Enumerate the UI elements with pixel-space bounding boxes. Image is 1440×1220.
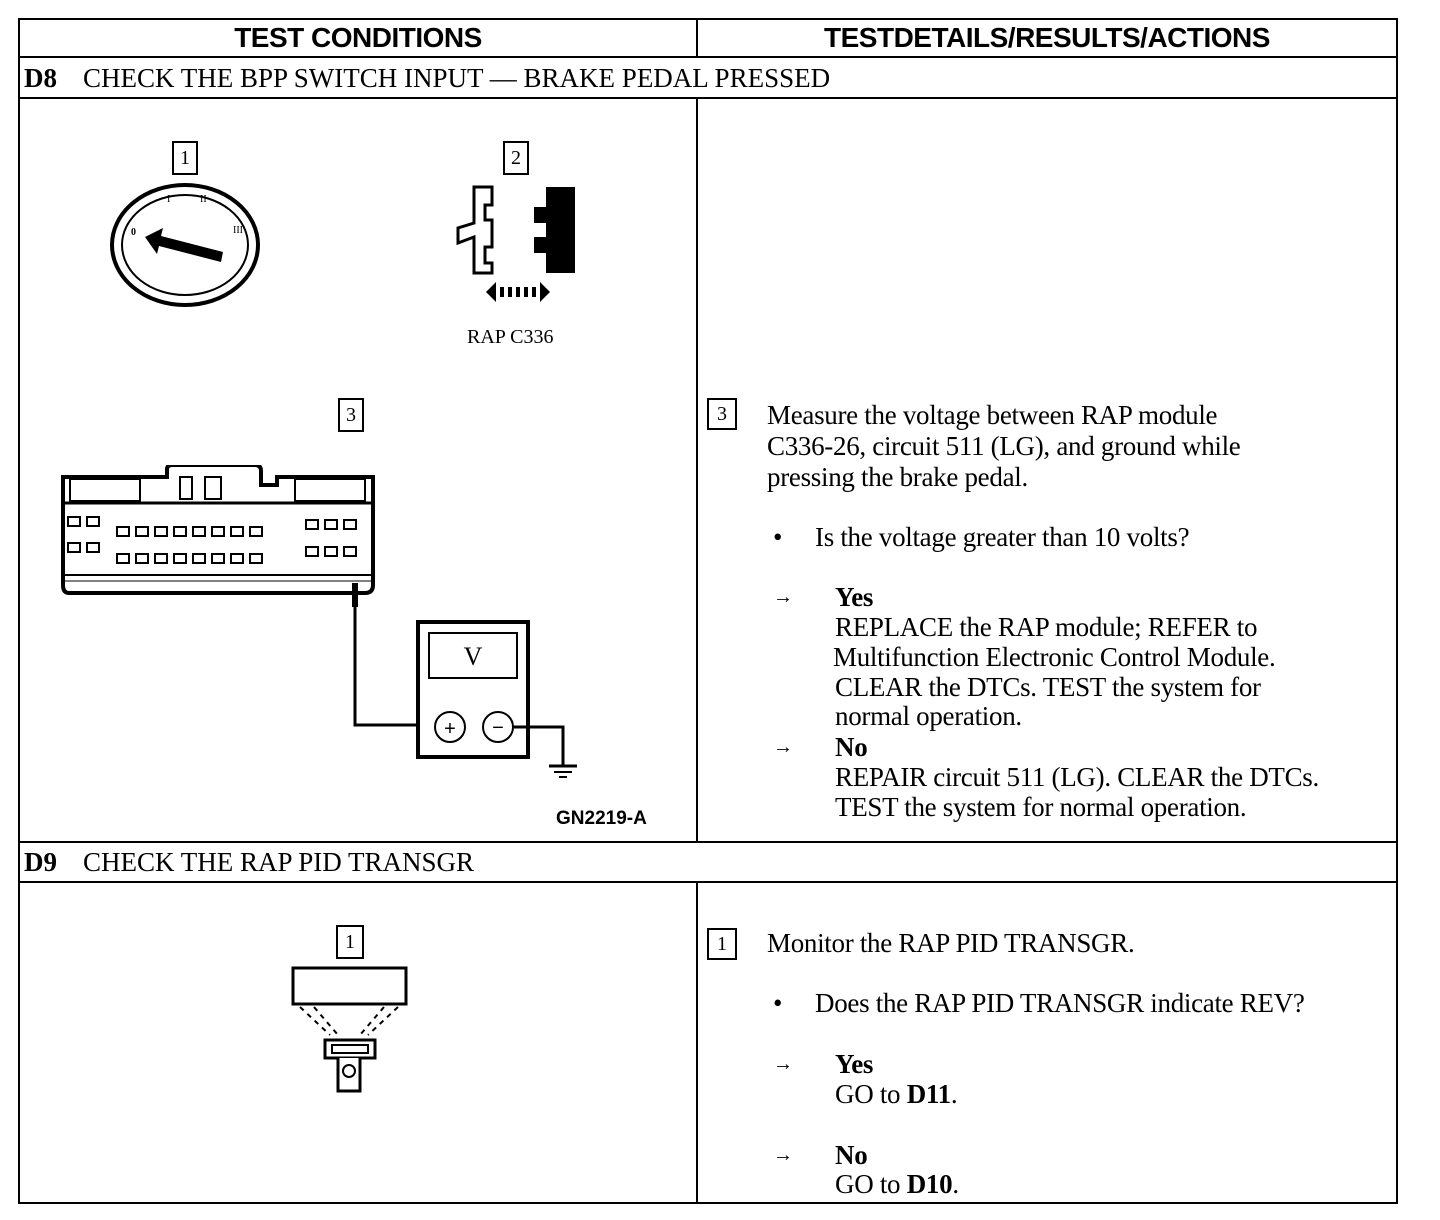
no-text: REPAIR circuit 511 (LG). CLEAR the DTCs. xyxy=(835,762,1319,792)
svg-text:+: + xyxy=(444,718,456,740)
svg-text:−: − xyxy=(492,717,504,739)
arrow-icon: → xyxy=(773,1144,793,1166)
yes-label: Yes xyxy=(835,1049,874,1079)
step-title-d8 xyxy=(24,58,830,98)
step-id: D8 xyxy=(24,63,57,93)
go-text: GO to xyxy=(835,1079,907,1109)
svg-text:I: I xyxy=(167,194,171,205)
no-label: No xyxy=(835,732,868,762)
question: Is the voltage greater than 10 volts? xyxy=(815,522,1190,552)
figure-id: GN2219-A xyxy=(556,808,647,829)
column-divider-d8 xyxy=(696,97,698,843)
header-test-conditions: TEST CONDITIONS xyxy=(234,22,482,53)
action-callout-1: 1 xyxy=(707,928,737,960)
arrow-icon: → xyxy=(773,736,793,758)
no-text: TEST the system for normal operation. xyxy=(835,792,1247,822)
callout-3: 3 xyxy=(338,398,364,432)
go-target-link[interactable]: D11 xyxy=(906,1079,951,1109)
svg-text:0: 0 xyxy=(131,227,136,238)
instruction-line: Monitor the RAP PID TRANSGR. xyxy=(767,928,1135,958)
no-go xyxy=(835,1169,959,1199)
scan-tool-icon xyxy=(288,965,413,1097)
yes-text: normal operation. xyxy=(835,701,1022,731)
yes-text: CLEAR the DTCs. TEST the system for xyxy=(835,672,1261,702)
meter-label: V xyxy=(463,642,483,671)
yes-go xyxy=(835,1079,957,1109)
arrow-icon: → xyxy=(773,586,793,608)
go-target-link[interactable]: D10 xyxy=(906,1169,953,1199)
svg-text:II: II xyxy=(200,194,207,205)
period: . xyxy=(952,1169,959,1199)
callout-1: 1 xyxy=(172,141,198,175)
header-test-details: TESTDETAILS/RESULTS/ACTIONS xyxy=(824,22,1270,53)
connector-voltmeter-icon xyxy=(55,465,615,785)
go-text: GO to xyxy=(835,1169,907,1199)
table-border-left xyxy=(18,18,20,1204)
connector-disconnect-icon xyxy=(450,185,580,305)
bullet: • xyxy=(773,522,783,552)
step-title-text: CHECK THE RAP PID TRANSGR xyxy=(83,847,475,877)
bullet: • xyxy=(773,988,783,1018)
callout-1: 1 xyxy=(336,925,364,959)
connector-label: RAP C336 xyxy=(467,326,554,348)
instruction-line: Measure the voltage between RAP module xyxy=(767,400,1218,430)
table-border-bottom xyxy=(18,1202,1398,1204)
question: Does the RAP PID TRANSGR indicate REV? xyxy=(815,988,1305,1018)
period: . xyxy=(950,1079,958,1109)
yes-label: Yes xyxy=(835,582,874,612)
svg-text:III: III xyxy=(233,225,243,236)
yes-text: REPLACE the RAP module; REFER to xyxy=(835,612,1258,642)
arrow-icon: → xyxy=(773,1053,793,1075)
action-callout-3: 3 xyxy=(707,398,737,430)
instruction-line: C336-26, circuit 511 (LG), and ground while xyxy=(767,431,1241,461)
instruction-line: pressing the brake pedal. xyxy=(767,462,1028,492)
column-divider-d9 xyxy=(696,881,698,1204)
callout-2: 2 xyxy=(503,141,529,175)
table-border-right xyxy=(1396,18,1398,1204)
step-title-text: CHECK THE BPP SWITCH INPUT — BRAKE PEDAL PRESSED xyxy=(83,63,831,93)
step-title-d9 xyxy=(24,842,474,882)
ignition-key-icon xyxy=(105,180,265,310)
no-label: No xyxy=(835,1140,868,1170)
step-id: D9 xyxy=(24,847,57,877)
yes-text: Multifunction Electronic Control Module. xyxy=(833,642,1276,672)
